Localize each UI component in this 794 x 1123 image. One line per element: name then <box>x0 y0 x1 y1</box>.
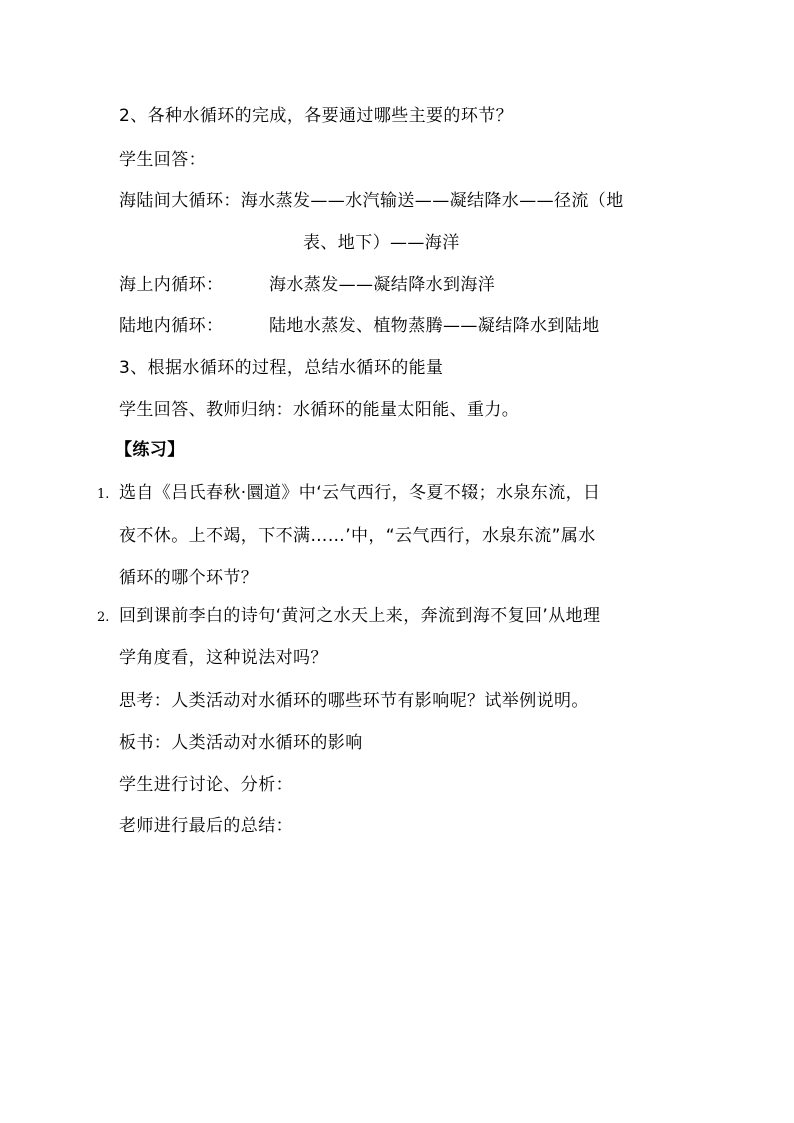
sea-land-cycle-line2: 表、地下）——海洋 <box>303 233 460 253</box>
question-2: 2、各种水循环的完成，各要通过哪些主要的环节？ <box>119 106 514 126</box>
land-cycle <box>119 316 600 336</box>
think-question: 思考：人类活动对水循环的哪些环节有影响呢？试举例说明。 <box>119 691 589 711</box>
ocean-cycle <box>119 275 496 295</box>
land-cycle-label: 陆地内循环： <box>119 316 224 336</box>
exercise-1-line3: 循环的哪个环节？ <box>119 568 259 588</box>
exercise-1-line1: 选自《吕氏春秋·圜道》中‘云气西行，冬夏不辍；水泉东流，日 <box>119 483 601 503</box>
sea-land-cycle-line1: 海陆间大循环：海水蒸发——水汽输送——凝结降水——径流（地 <box>119 191 624 211</box>
question-3-answer: 学生回答、教师归纳：水循环的能量太阳能、重力。 <box>119 400 520 420</box>
ocean-cycle-text: 海水蒸发——凝结降水到海洋 <box>269 275 496 295</box>
exercise-2-line2: 学角度看，这种说法对吗？ <box>119 648 328 668</box>
land-cycle-text: 陆地水蒸发、植物蒸腾——凝结降水到陆地 <box>269 316 600 336</box>
practice-heading: 【练习】 <box>115 440 185 460</box>
ocean-cycle-label: 海上内循环： <box>119 275 224 295</box>
student-discussion: 学生进行讨论、分析： <box>119 775 293 795</box>
board-note: 板书：人类活动对水循环的影响 <box>119 733 363 753</box>
exercise-1-number: 1. <box>97 487 110 502</box>
exercise-2-line1: 回到课前李白的诗句‘黄河之水天上来，奔流到海不复回’从地理 <box>119 606 601 626</box>
student-answer-label: 学生回答： <box>119 150 206 170</box>
teacher-summary: 老师进行最后的总结： <box>119 816 293 836</box>
exercise-1-line2: 夜不休。上不竭，下不满……’中，“云气西行，水泉东流”属水 <box>119 526 596 546</box>
exercise-2-number: 2. <box>97 610 110 625</box>
question-3: 3、根据水循环的过程，总结水循环的能量 <box>119 358 444 378</box>
